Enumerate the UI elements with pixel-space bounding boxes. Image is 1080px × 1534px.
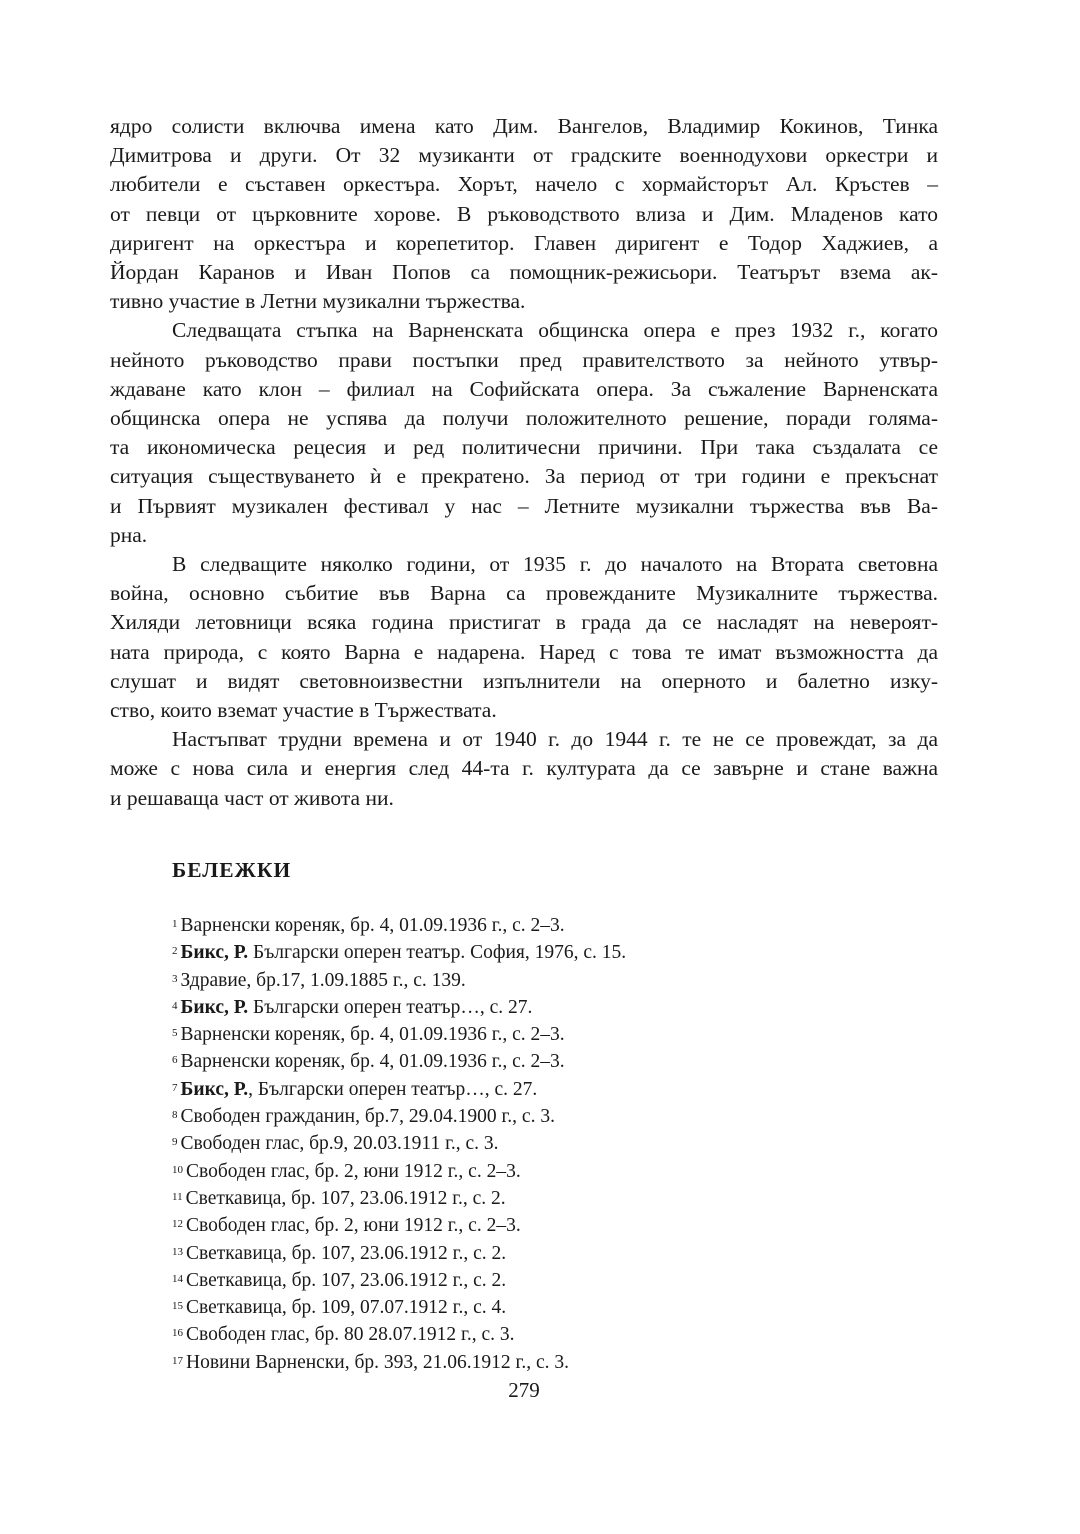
footnote-item — [172, 1294, 932, 1321]
footnote-number: 17 — [172, 1354, 183, 1367]
footnote-text: Свободен глас, бр. 2, юни 1912 г., с. 2–3. — [186, 1215, 521, 1237]
footnote-text: Светкавица, бр. 109, 07.07.1912 г., с. 4. — [186, 1297, 507, 1319]
footnote-number: 7 — [172, 1081, 178, 1094]
footnote-number: 2 — [172, 945, 178, 958]
footnote-text: Светкавица, бр. 107, 23.06.1912 г., с. 2. — [186, 1242, 507, 1264]
footnote-item — [172, 1021, 932, 1048]
footnote-number: 4 — [172, 999, 178, 1012]
footnote-number: 6 — [172, 1054, 178, 1067]
page-number: 279 — [508, 1378, 540, 1402]
footnote-number: 16 — [172, 1327, 183, 1340]
footnote-text: Свободен глас, бр.9, 20.03.1911 г., с. 3. — [180, 1133, 499, 1155]
footnote-number: 1 — [172, 918, 178, 930]
text-line: диригент на оркестъра и корепетитор. Главен диригент е Тодор Хаджиев, а — [110, 230, 938, 255]
text-line: Следващата стъпка на Варненската общинска опера е през 1932 г., когато — [172, 318, 938, 343]
footnote-author: Бикс, Р. — [180, 942, 249, 964]
text-line: и Първият музикален фестивал у нас – Летните музикални тържества във Ва- — [110, 493, 938, 518]
body-paragraph — [110, 112, 938, 316]
main-body-text — [110, 112, 938, 813]
text-line: В следващите няколко години, от 1935 г. до началото на Втората световна — [172, 552, 938, 577]
footnote-item — [172, 1076, 932, 1103]
text-line: та икономическа рецесия и ред политичесни причини. При така създалата се — [110, 435, 938, 460]
body-paragraph — [110, 550, 938, 725]
footnote-text: Варненски кореняк, бр. 4, 01.09.1936 г., с. 2–3. — [180, 915, 565, 936]
body-paragraph — [110, 316, 938, 550]
footnote-item — [172, 912, 932, 939]
footnote-number: 10 — [172, 1163, 183, 1176]
text-line: ство, които вземат участие в Тържествата. — [110, 698, 497, 723]
footnote-number: 14 — [172, 1272, 183, 1285]
text-line: Йордан Каранов и Иван Попов са помощник-режисьори. Театърът взема ак- — [110, 260, 938, 285]
footnote-number: 15 — [172, 1300, 183, 1313]
footnote-item — [172, 939, 932, 966]
footnote-text: Новини Варненски, бр. 393, 21.06.1912 г., с. 3. — [186, 1351, 569, 1373]
footnote-author: Бикс, Р. — [180, 1078, 249, 1100]
text-line: може с нова сила и енергия след 44-та г. културата да се завърне и стане важна — [110, 756, 938, 781]
text-line: общинска опера не успява да получи положителното решение, поради голяма- — [110, 406, 938, 431]
text-line: слушат и видят световноизвестни изпълнители на оперното и балетно изку- — [110, 668, 938, 693]
footnote-item — [172, 1267, 932, 1294]
footnote-item — [172, 994, 932, 1021]
footnote-item — [172, 967, 932, 994]
footnote-number: 3 — [172, 972, 178, 985]
text-line: ядро солисти включва имена като Дим. Вангелов, Владимир Кокинов, Тинка — [110, 114, 938, 138]
body-paragraph — [110, 725, 938, 813]
footnote-text: Светкавица, бр. 107, 23.06.1912 г., с. 2. — [186, 1269, 507, 1291]
footnote-item — [172, 1158, 932, 1185]
text-line: тивно участие в Летни музикални тържества. — [110, 289, 526, 314]
footnote-number: 11 — [172, 1190, 183, 1203]
footnote-text: Варненски кореняк, бр. 4, 01.09.1936 г., с. 2–3. — [180, 1051, 565, 1073]
text-line: Димитрова и други. От 32 музиканти от градските военнодухови оркестри и — [110, 143, 938, 168]
footnote-item — [172, 1185, 932, 1212]
footnote-text: Здравие, бр.17, 1.09.1885 г., с. 139. — [180, 969, 466, 991]
footnote-text: Варненски кореняк, бр. 4, 01.09.1936 г., с. 2–3. — [180, 1024, 565, 1046]
text-line: и решаваща част от живота ни. — [110, 785, 394, 810]
footnote-item — [172, 1349, 932, 1376]
footnote-text: Български оперен театър…, с. 27. — [248, 996, 533, 1018]
footnote-number: 9 — [172, 1136, 178, 1149]
footnote-number: 5 — [172, 1027, 178, 1040]
footnote-text: Свободен глас, бр. 2, юни 1912 г., с. 2–3. — [186, 1160, 521, 1182]
footnote-number: 12 — [172, 1218, 183, 1231]
footnote-item — [172, 1130, 932, 1157]
footnote-number: 8 — [172, 1109, 178, 1122]
footnote-text: , Български оперен театър…, с. 27. — [248, 1078, 538, 1100]
footnote-text: Свободен гражданин, бр.7, 29.04.1900 г., с. 3. — [180, 1106, 555, 1128]
footnote-item — [172, 1048, 932, 1075]
text-line: Хиляди летовници всяка година пристигат в града да се насладят на невероят- — [110, 610, 938, 635]
notes-heading: БЕЛЕЖКИ — [172, 858, 292, 882]
footnote-number: 13 — [172, 1245, 183, 1258]
footnote-text: Свободен глас, бр. 80 28.07.1912 г., с. 3. — [186, 1324, 515, 1346]
footnote-item — [172, 1103, 932, 1130]
footnote-text: Светкавица, бр. 107, 23.06.1912 г., с. 2. — [185, 1187, 506, 1209]
text-line: война, основно събитие във Варна са провежданите Музикалните тържества. — [110, 581, 938, 606]
notes-list — [172, 912, 932, 1376]
text-line: от певци от църковните хорове. В ръководството влиза и Дим. Младенов като — [110, 201, 938, 226]
text-line: нейното ръководство прави постъпки пред правителството за нейното утвър- — [110, 347, 938, 372]
text-line: любители е съставен оркестъра. Хорът, начело с хормайсторът Ал. Кръстев – — [110, 172, 938, 197]
footnote-author: Бикс, Р. — [180, 996, 249, 1018]
footnote-item — [172, 1212, 932, 1239]
footnote-text: Български оперен театър. София, 1976, с. 15. — [248, 942, 627, 964]
footnote-item — [172, 1240, 932, 1267]
text-line: рна. — [110, 522, 148, 547]
footnote-item — [172, 1321, 932, 1348]
text-line: ситуация съществуването ѝ е прекратено. За период от три години е прекъснат — [110, 464, 938, 489]
text-line: ната природа, с която Варна е надарена. Наред с това те имат възможността да — [110, 639, 938, 664]
text-line: ждаване като клон – филиал на Софийската опера. За съжаление Варненската — [110, 376, 938, 401]
text-line: Настъпват трудни времена и от 1940 г. до 1944 г. те не се провеждат, за да — [172, 727, 938, 752]
